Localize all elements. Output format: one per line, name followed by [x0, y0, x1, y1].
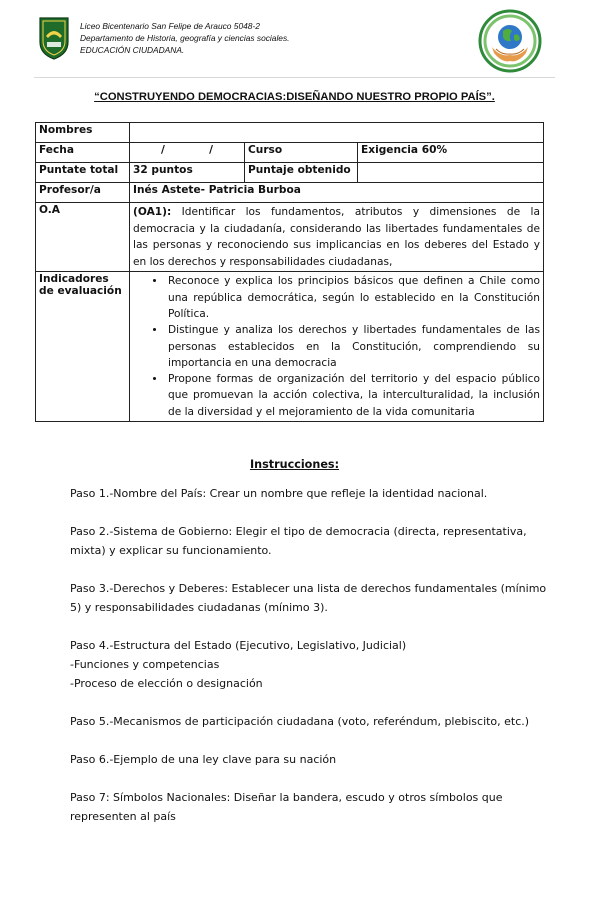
fecha-field[interactable]: / /: [130, 143, 245, 163]
instructions-list: [70, 484, 555, 826]
table-row-puntaje: [36, 163, 544, 183]
step-line: Paso 1.-Nombre del País: Crear un nombre que refleje la identidad nacional.: [70, 487, 488, 500]
oa-description: [130, 203, 544, 272]
subject-name: EDUCACIÓN CIUDADANA.: [80, 45, 185, 55]
nombres-field[interactable]: [130, 123, 544, 143]
puntaje-total-value: 32 puntos: [130, 163, 245, 183]
curso-label: Curso: [245, 143, 358, 163]
school-name: Liceo Bicentenario San Felipe de Arauco 5048-2: [80, 21, 260, 31]
header-divider: [34, 77, 555, 78]
school-shield-icon: [38, 16, 70, 60]
instructions-title: Instrucciones:: [249, 458, 340, 471]
puntaje-obtenido-field[interactable]: [358, 163, 544, 183]
step-4: [70, 636, 555, 693]
worksheet-title: “CONSTRUYENDO DEMOCRACIAS:DISEÑANDO NUESTRO PROPIO PAÍS”.: [94, 91, 495, 103]
fecha-label: Fecha: [36, 143, 130, 163]
indicador-item: • Propone formas de organización del territorio y del espacio público que promuevan la acción colectiva, la interculturalidad, la inclusión de la diversidad y el mejoramiento de la vida comunitaria: [166, 371, 540, 420]
indicador-item: • Reconoce y explica los principios básicos que definen a Chile como una república democrática, según lo establecido en la Constitución Política.: [166, 273, 540, 322]
profesor-value: Inés Astete- Patricia Burboa: [130, 183, 544, 203]
step-5: [70, 712, 555, 731]
student-info-table: [35, 122, 544, 422]
puntaje-obtenido-label: Puntaje obtenido: [245, 163, 358, 183]
step-subline: -Proceso de elección o designación: [70, 677, 263, 690]
globe-hands-icon: [478, 9, 542, 73]
step-line: Paso 3.-Derechos y Deberes: Establecer una lista de derechos fundamentales (mínimo 5) y responsabilidades ciudadanas (mínimo 3).: [70, 582, 547, 614]
step-subline: -Funciones y competencias: [70, 658, 220, 671]
school-info: [80, 20, 289, 56]
indicadores-label: Indicadores de evaluación: [36, 272, 130, 422]
table-row-nombres: [36, 123, 544, 143]
step-line: Paso 2.-Sistema de Gobierno: Elegir el tipo de democracia (directa, representativa, mixta) y explicar su funcionamiento.: [70, 525, 527, 557]
table-row-indicadores: [36, 272, 544, 422]
step-line: Paso 5.-Mecanismos de participación ciudadana (voto, referéndum, plebiscito, etc.): [70, 715, 530, 728]
exigencia-label: Exigencia 60%: [358, 143, 544, 163]
step-line: Paso 4.-Estructura del Estado (Ejecutivo, Legislativo, Judicial): [70, 639, 407, 652]
profesor-label: Profesor/a: [36, 183, 130, 203]
indicadores-list-cell: [130, 272, 544, 422]
step-line: Paso 6.-Ejemplo de una ley clave para su nación: [70, 753, 337, 766]
indicadores-list: [133, 273, 540, 420]
puntaje-total-label: Puntate total: [36, 163, 130, 183]
nombres-label: Nombres: [36, 123, 130, 143]
step-1: [70, 484, 555, 503]
oa-label: O.A: [36, 203, 130, 272]
table-row-fecha: [36, 143, 544, 163]
oa-text: Identificar los fundamentos, atributos y dimensiones de la democracia y la ciudadanía, considerando las libertades fundamentales de las personas y reconociendo sus implicancias en los deberes del Estado y en los derechos y responsabilidades ciudadanas,: [133, 206, 540, 268]
indicador-item: • Distingue y analiza los derechos y libertades fundamentales de las personas establecidos en la Constitución, comprendiendo su importancia en una democracia: [166, 322, 540, 371]
document-header: [0, 0, 589, 80]
step-3: [70, 579, 555, 617]
step-6: [70, 750, 555, 769]
table-row-profesor: [36, 183, 544, 203]
step-2: [70, 522, 555, 560]
department-name: Departamento de Historia, geografía y ciencias sociales.: [80, 33, 290, 43]
step-7: [70, 788, 555, 826]
oa-code: (OA1):: [133, 206, 172, 218]
table-row-oa: [36, 203, 544, 272]
step-line: Paso 7: Símbolos Nacionales: Diseñar la bandera, escudo y otros símbolos que representen al país: [70, 791, 503, 823]
